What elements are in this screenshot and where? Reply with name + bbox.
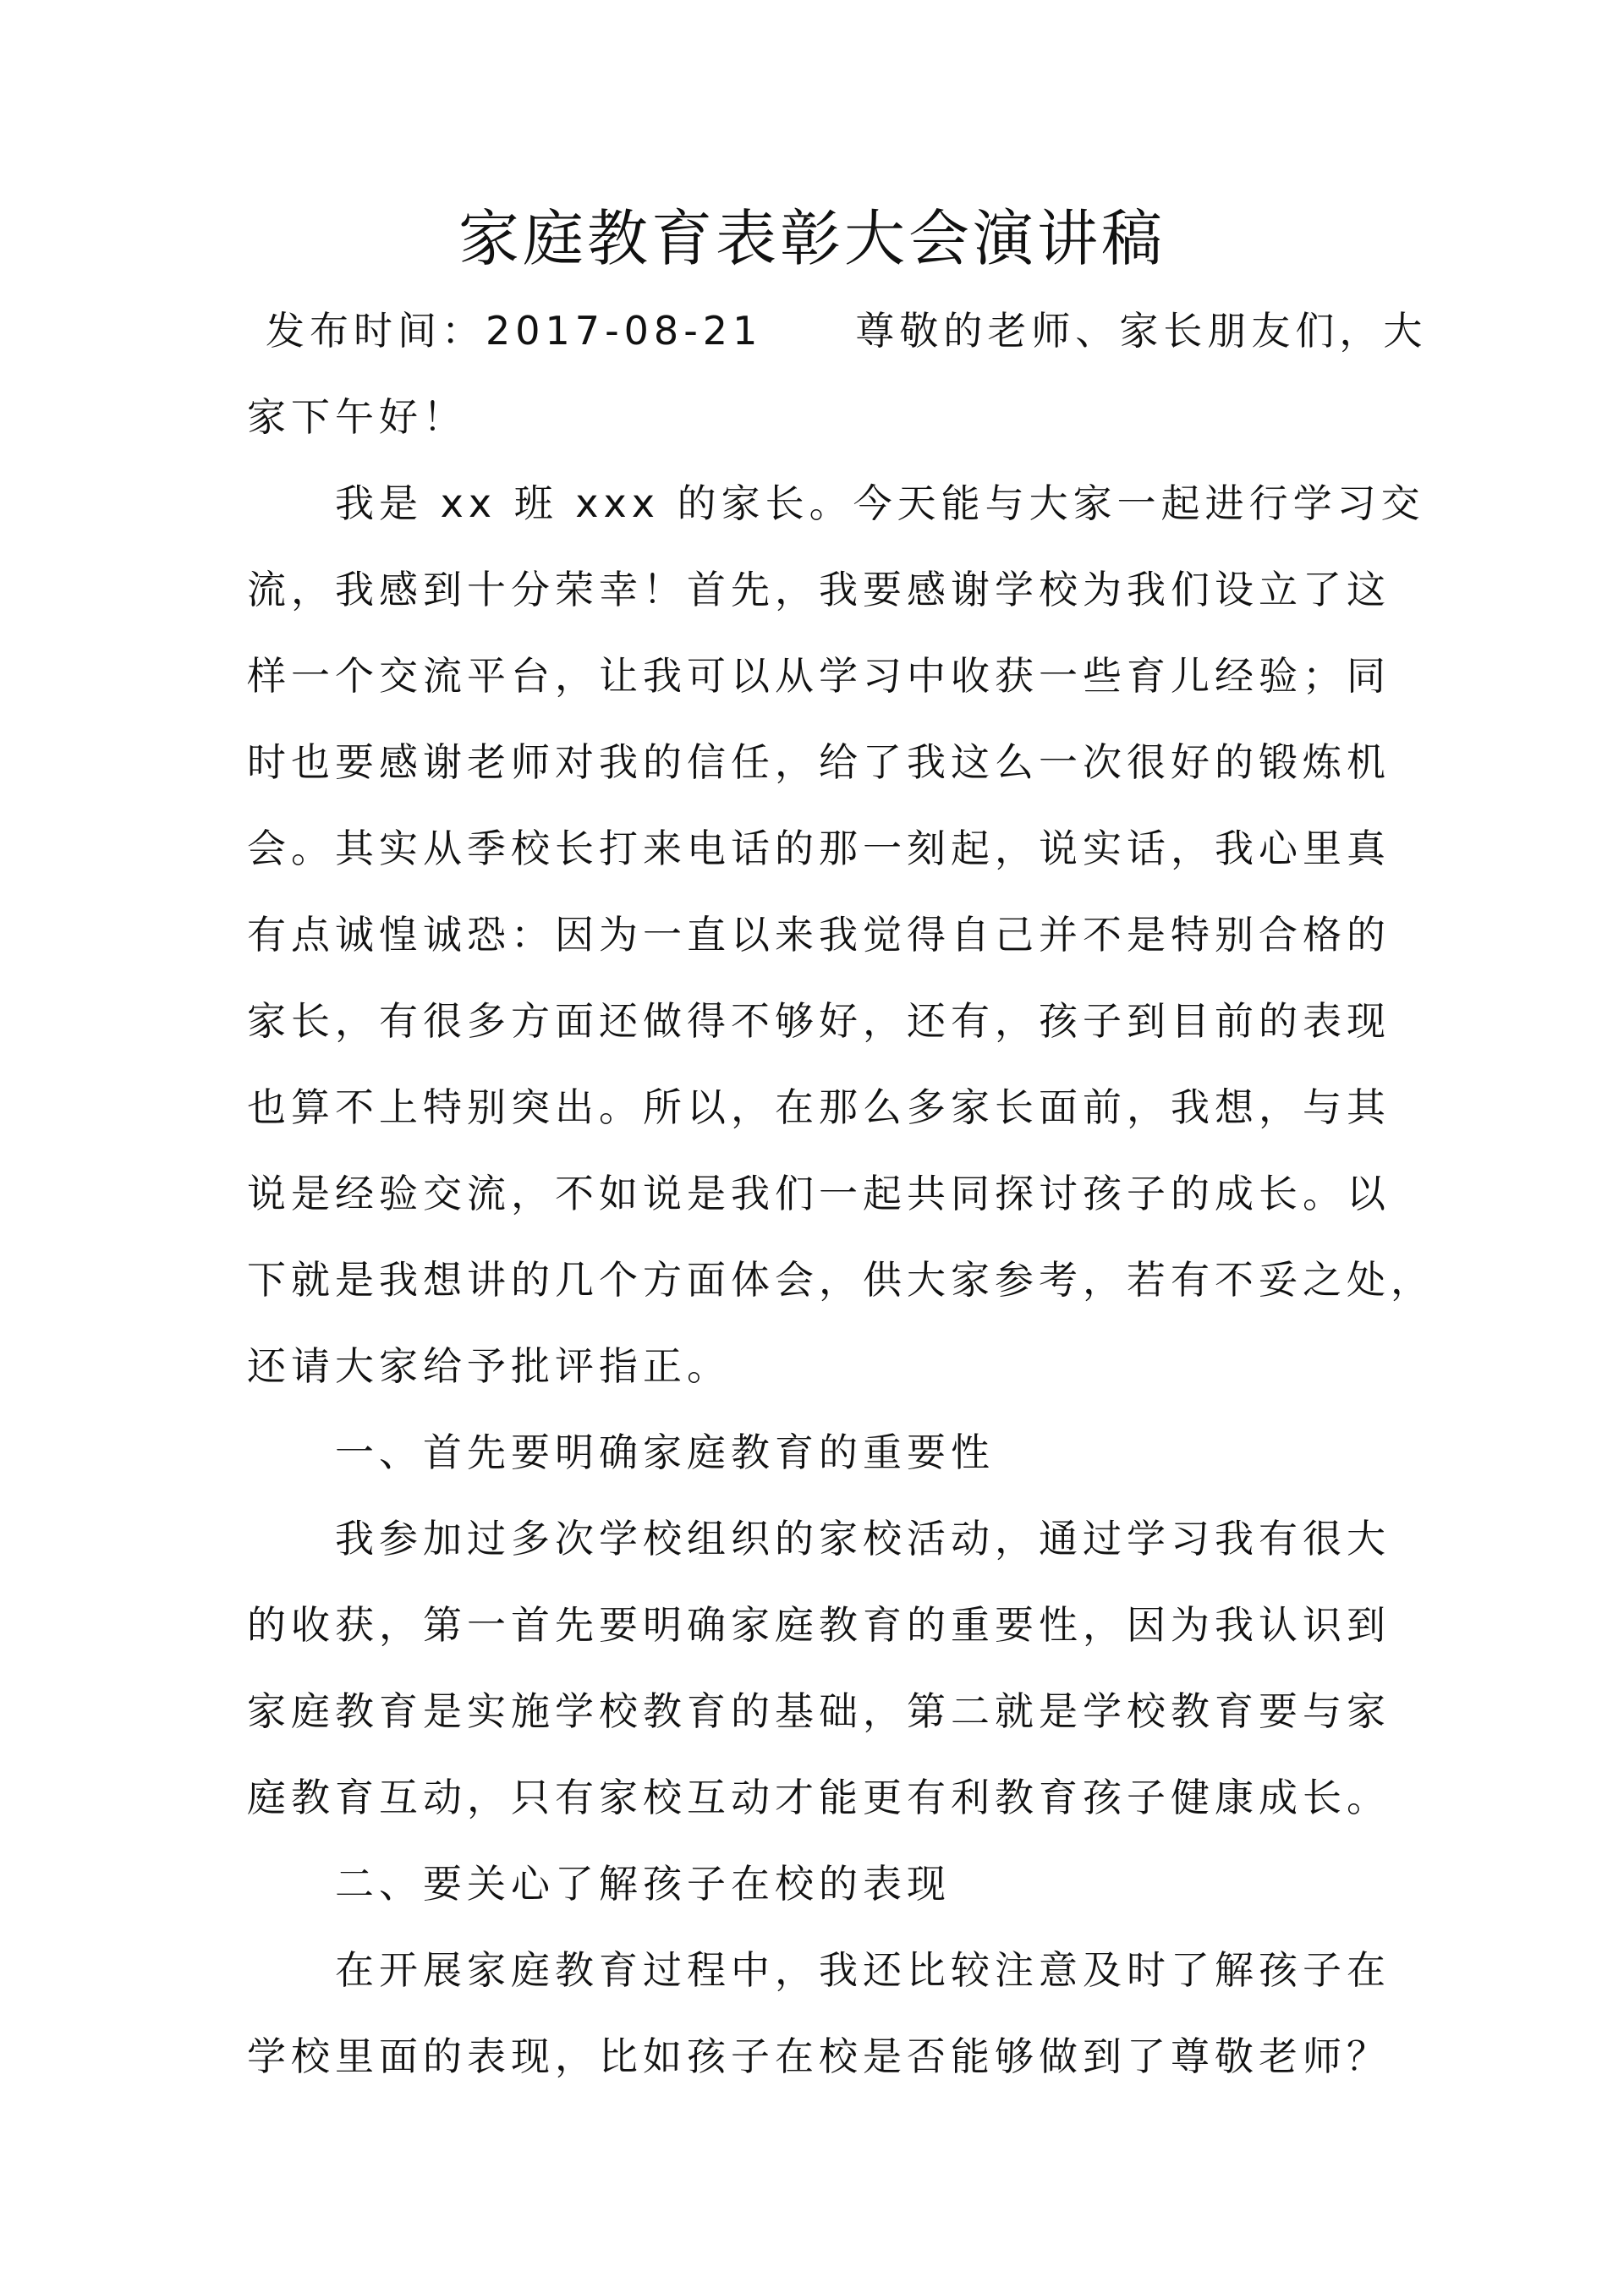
paragraph-line: 学校里面的表现，比如孩子在校是否能够做到了尊敬老师？ [247, 2033, 1391, 2079]
paragraph-line: 会。其实从季校长打来电话的那一刻起，说实话，我心里真 [247, 826, 1391, 871]
section-heading: 一、首先要明确家庭教育的重要性 [335, 1430, 995, 1475]
paragraph-line: 的收获，第一首先要明确家庭教育的重要性，因为我认识到 [247, 1602, 1391, 1648]
greeting-line-2: 家下午好！ [247, 394, 467, 440]
paragraph-line: 也算不上特别突出。所以，在那么多家长面前，我想，与其 [247, 1084, 1391, 1130]
section-heading: 二、要关心了解孩子在校的表现 [335, 1861, 951, 1907]
publish-line [247, 288, 1428, 374]
paragraph-line: 庭教育互动，只有家校互动才能更有利教育孩子健康成长。 [247, 1775, 1391, 1820]
document-body [247, 288, 1435, 2099]
paragraph-line: 时也要感谢老师对我的信任，给了我这么一次很好的锻炼机 [247, 739, 1391, 785]
greeting-line: 尊敬的老师、家长朋友们，大 [855, 308, 1428, 354]
document-title: 家庭教育表彰大会演讲稿 [458, 203, 1166, 274]
paragraph-line: 下就是我想讲的几个方面体会，供大家参考，若有不妥之处， [247, 1257, 1435, 1303]
paragraph-line: 还请大家给予批评指正。 [247, 1343, 731, 1389]
paragraph-line: 说是经验交流，不如说是我们一起共同探讨孩子的成长。以 [247, 1171, 1391, 1216]
paragraph-line: 样一个交流平台，让我可以从学习中收获一些育儿经验；同 [247, 653, 1391, 699]
paragraph-line: 在开展家庭教育过程中，我还比较注意及时了解孩子在 [335, 1947, 1391, 1993]
paragraph-line: 家长，有很多方面还做得不够好，还有，孩子到目前的表现 [247, 998, 1391, 1044]
paragraph-line: 我参加过多次学校组织的家校活动，通过学习我有很大 [335, 1516, 1391, 1561]
paragraph-line: 家庭教育是实施学校教育的基础，第二就是学校教育要与家 [247, 1688, 1391, 1734]
publish-date: 发布时间：2017-08-21 [266, 308, 763, 354]
paragraph-line: 有点诚惶诚恐：因为一直以来我觉得自己并不是特别合格的 [247, 912, 1391, 958]
paragraph-line: 流，我感到十分荣幸！首先，我要感谢学校为我们设立了这 [247, 567, 1391, 612]
paragraph-line: 我是 xx 班 xxx 的家长。今天能与大家一起进行学习交 [335, 480, 1425, 526]
